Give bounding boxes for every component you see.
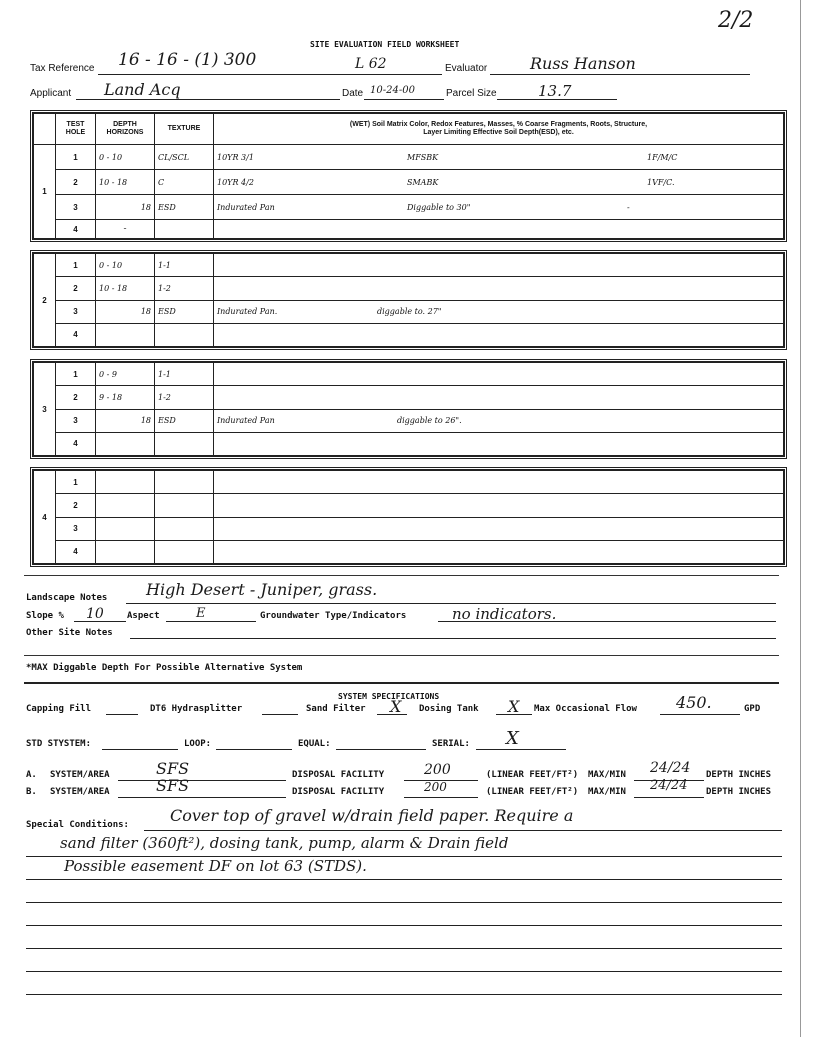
tax-reference-lot[interactable]: L 62: [355, 56, 387, 72]
applicant-label: Applicant: [30, 88, 72, 99]
layer-number: 1: [56, 145, 96, 170]
layer-number: 2: [56, 277, 96, 300]
system-a-linear: (LINEAR FEET/FT²): [486, 770, 579, 780]
system-b-facility[interactable]: 200: [424, 780, 447, 794]
test-hole-4-table: [30, 467, 787, 567]
test-hole-1-table: [30, 110, 787, 242]
page-number: 2/2: [718, 8, 754, 33]
system-specs-title: SYSTEM SPECIFICATIONS: [338, 692, 440, 701]
special-conditions-line-1[interactable]: Cover top of gravel w/drain field paper. Require a: [170, 806, 574, 825]
header-test-hole: TEST HOLE: [56, 114, 96, 145]
layer-number: 4: [56, 432, 96, 455]
dosing-tank-check[interactable]: X: [508, 697, 520, 716]
groundwater-label: Groundwater Type/Indicators: [260, 611, 407, 621]
equal-label: EQUAL:: [298, 739, 331, 749]
system-b-prefix: B.: [26, 787, 37, 797]
notes-cell[interactable]: [214, 254, 784, 277]
system-a-label: SYSTEM/AREA: [50, 770, 110, 780]
texture-cell[interactable]: ESD: [155, 409, 214, 432]
layer-number: 3: [56, 517, 96, 540]
special-conditions-label: Special Conditions:: [26, 820, 129, 830]
note-layer: Indurated Pan.: [217, 307, 278, 317]
slope-label: Slope %: [26, 611, 64, 621]
note-roots: 1VF/C.: [647, 177, 675, 187]
system-a-facility-label: DISPOSAL FACILITY: [292, 770, 385, 780]
max-flow-label: Max Occasional Flow: [534, 704, 637, 714]
system-b-facility-label: DISPOSAL FACILITY: [292, 787, 385, 797]
aspect-label: Aspect: [127, 611, 160, 621]
header-depth: DEPTH HORIZONS: [96, 114, 155, 145]
landscape-notes-label: Landscape Notes: [26, 593, 108, 603]
test-hole-3-table: [30, 359, 787, 459]
texture-cell[interactable]: [155, 517, 214, 540]
hole-label: 3: [34, 363, 56, 456]
gpd-label: GPD: [744, 704, 761, 714]
special-conditions-line-2[interactable]: sand filter (360ft²), dosing tank, pump, alarm & Drain field: [60, 834, 509, 852]
note-color: 10YR 4/2: [217, 177, 254, 187]
scan-edge: [800, 0, 801, 1037]
note-layer: Indurated Pan: [217, 202, 275, 212]
texture-cell[interactable]: ESD: [155, 195, 214, 220]
note-structure: SMABK: [407, 177, 439, 187]
layer-number: 4: [56, 540, 96, 563]
notes-cell[interactable]: [214, 220, 784, 239]
aspect-field[interactable]: E: [196, 606, 206, 621]
applicant-field[interactable]: Land Acq: [104, 80, 181, 99]
header-texture: TEXTURE: [155, 114, 214, 145]
layer-number: 3: [56, 300, 96, 323]
system-b-area[interactable]: SFS: [156, 776, 190, 795]
depth-cell[interactable]: [96, 432, 155, 455]
system-a-area[interactable]: SFS: [156, 759, 190, 778]
system-b-maxmin-label: MAX/MIN: [588, 787, 626, 797]
dosing-tank-label: Dosing Tank: [419, 704, 479, 714]
depth-cell[interactable]: [96, 471, 155, 494]
depth-cell[interactable]: 18: [96, 195, 155, 220]
note-color: 10YR 3/1: [217, 152, 254, 162]
depth-cell[interactable]: 0 - 10: [96, 145, 155, 170]
layer-number: 2: [56, 494, 96, 517]
dt6-label: DT6 Hydrasplitter: [150, 704, 243, 714]
notes-cell[interactable]: [214, 471, 784, 494]
notes-cell[interactable]: [214, 277, 784, 300]
notes-cell[interactable]: [214, 145, 784, 170]
system-a-maxmin-label: MAX/MIN: [588, 770, 626, 780]
layer-number: 3: [56, 409, 96, 432]
groundwater-field[interactable]: no indicators.: [452, 605, 557, 623]
texture-cell[interactable]: [155, 540, 214, 563]
layer-number: 1: [56, 363, 96, 386]
loop-label: LOOP:: [184, 739, 212, 749]
texture-cell[interactable]: 1-2: [155, 277, 214, 300]
system-a-facility[interactable]: 200: [424, 762, 451, 778]
depth-cell[interactable]: 9 - 18: [96, 386, 155, 409]
texture-cell[interactable]: [155, 220, 214, 239]
date-label: Date: [342, 88, 364, 99]
parcel-size-label: Parcel Size: [446, 88, 497, 99]
notes-cell[interactable]: [214, 517, 784, 540]
header-wet-line1: (WET) Soil Matrix Color, Redox Features, Masses, % Coarse Fragments, Roots, Structure,: [349, 121, 648, 129]
std-system-label: STD STYSTEM:: [26, 739, 92, 749]
texture-cell[interactable]: [155, 432, 214, 455]
parcel-size-field[interactable]: 13.7: [538, 82, 572, 100]
note-structure: MFSBK: [407, 152, 439, 162]
slope-field[interactable]: 10: [86, 606, 104, 622]
hole-label: 4: [34, 471, 56, 564]
depth-cell[interactable]: [96, 323, 155, 346]
depth-cell[interactable]: [96, 494, 155, 517]
system-b-label: SYSTEM/AREA: [50, 787, 110, 797]
tax-reference-label: Tax Reference: [30, 63, 95, 74]
texture-cell[interactable]: [155, 323, 214, 346]
notes-cell[interactable]: [214, 409, 784, 432]
texture-cell[interactable]: 1-1: [155, 363, 214, 386]
max-flow-field[interactable]: 450.: [676, 693, 712, 712]
layer-number: 2: [56, 386, 96, 409]
depth-cell[interactable]: 10 - 18: [96, 277, 155, 300]
system-a-prefix: A.: [26, 770, 37, 780]
hole-label: 1: [34, 145, 56, 239]
depth-cell[interactable]: 18: [96, 300, 155, 323]
notes-cell[interactable]: [214, 363, 784, 386]
serial-check[interactable]: X: [506, 728, 519, 749]
texture-cell[interactable]: [155, 494, 214, 517]
layer-number: 4: [56, 220, 96, 239]
test-hole-2-table: [30, 250, 787, 350]
sand-filter-check[interactable]: X: [390, 697, 402, 716]
note-diggable: Diggable to 30": [407, 202, 471, 212]
depth-cell[interactable]: [96, 517, 155, 540]
layer-number: 3: [56, 195, 96, 220]
system-b-linear: (LINEAR FEET/FT²): [486, 787, 579, 797]
notes-cell[interactable]: [214, 540, 784, 563]
form-title: SITE EVALUATION FIELD WORKSHEET: [310, 40, 460, 49]
texture-cell[interactable]: CL/SCL: [155, 145, 214, 170]
depth-cell[interactable]: [96, 540, 155, 563]
notes-cell[interactable]: [214, 432, 784, 455]
texture-cell[interactable]: 1-2: [155, 386, 214, 409]
special-conditions-line-3[interactable]: Possible easement DF on lot 63 (STDS).: [64, 857, 367, 875]
note-diggable: diggable to. 27": [377, 307, 442, 317]
layer-number: 4: [56, 323, 96, 346]
evaluator-label: Evaluator: [445, 63, 488, 74]
system-b-depth-label: DEPTH INCHES: [706, 787, 772, 797]
layer-number: 1: [56, 471, 96, 494]
note-diggable: diggable to 26".: [397, 416, 462, 426]
texture-cell[interactable]: [155, 471, 214, 494]
notes-cell[interactable]: [214, 323, 784, 346]
system-b-maxmin[interactable]: 24/24: [650, 778, 688, 793]
other-site-notes-label: Other Site Notes: [26, 628, 113, 638]
layer-number: 2: [56, 170, 96, 195]
notes-cell[interactable]: [214, 494, 784, 517]
hole-label: 2: [34, 254, 56, 347]
depth-cell[interactable]: 0 - 10: [96, 254, 155, 277]
max-diggable-label: *MAX Diggable Depth For Possible Alternative System: [26, 663, 303, 673]
depth-cell[interactable]: 10 - 18: [96, 170, 155, 195]
texture-cell[interactable]: C: [155, 170, 214, 195]
note-roots: 1F/M/C: [647, 152, 678, 162]
depth-cell[interactable]: -: [96, 220, 155, 239]
layer-number: 1: [56, 254, 96, 277]
depth-cell[interactable]: 0 - 9: [96, 363, 155, 386]
note-dash: -: [627, 202, 630, 212]
landscape-notes-field[interactable]: High Desert - Juniper, grass.: [146, 580, 378, 599]
serial-label: SERIAL:: [432, 739, 470, 749]
notes-cell[interactable]: [214, 195, 784, 220]
note-layer: Indurated Pan: [217, 416, 275, 426]
capping-fill-label: Capping Fill: [26, 704, 92, 714]
texture-cell[interactable]: ESD: [155, 300, 214, 323]
texture-cell[interactable]: 1-1: [155, 254, 214, 277]
date-field[interactable]: 10-24-00: [370, 85, 415, 96]
tax-reference-field[interactable]: 16 - 16 - (1) 300: [118, 50, 257, 70]
depth-cell[interactable]: 18: [96, 409, 155, 432]
notes-cell[interactable]: [214, 300, 784, 323]
evaluator-field[interactable]: Russ Hanson: [530, 54, 636, 73]
sand-filter-label: Sand Filter: [306, 704, 366, 714]
header-wet-line2: Layer Limiting Effective Soil Depth(ESD), etc.: [423, 129, 574, 137]
notes-cell[interactable]: [214, 170, 784, 195]
system-a-depth-label: DEPTH INCHES: [706, 770, 772, 780]
system-a-maxmin[interactable]: 24/24: [650, 760, 691, 776]
notes-cell[interactable]: [214, 386, 784, 409]
